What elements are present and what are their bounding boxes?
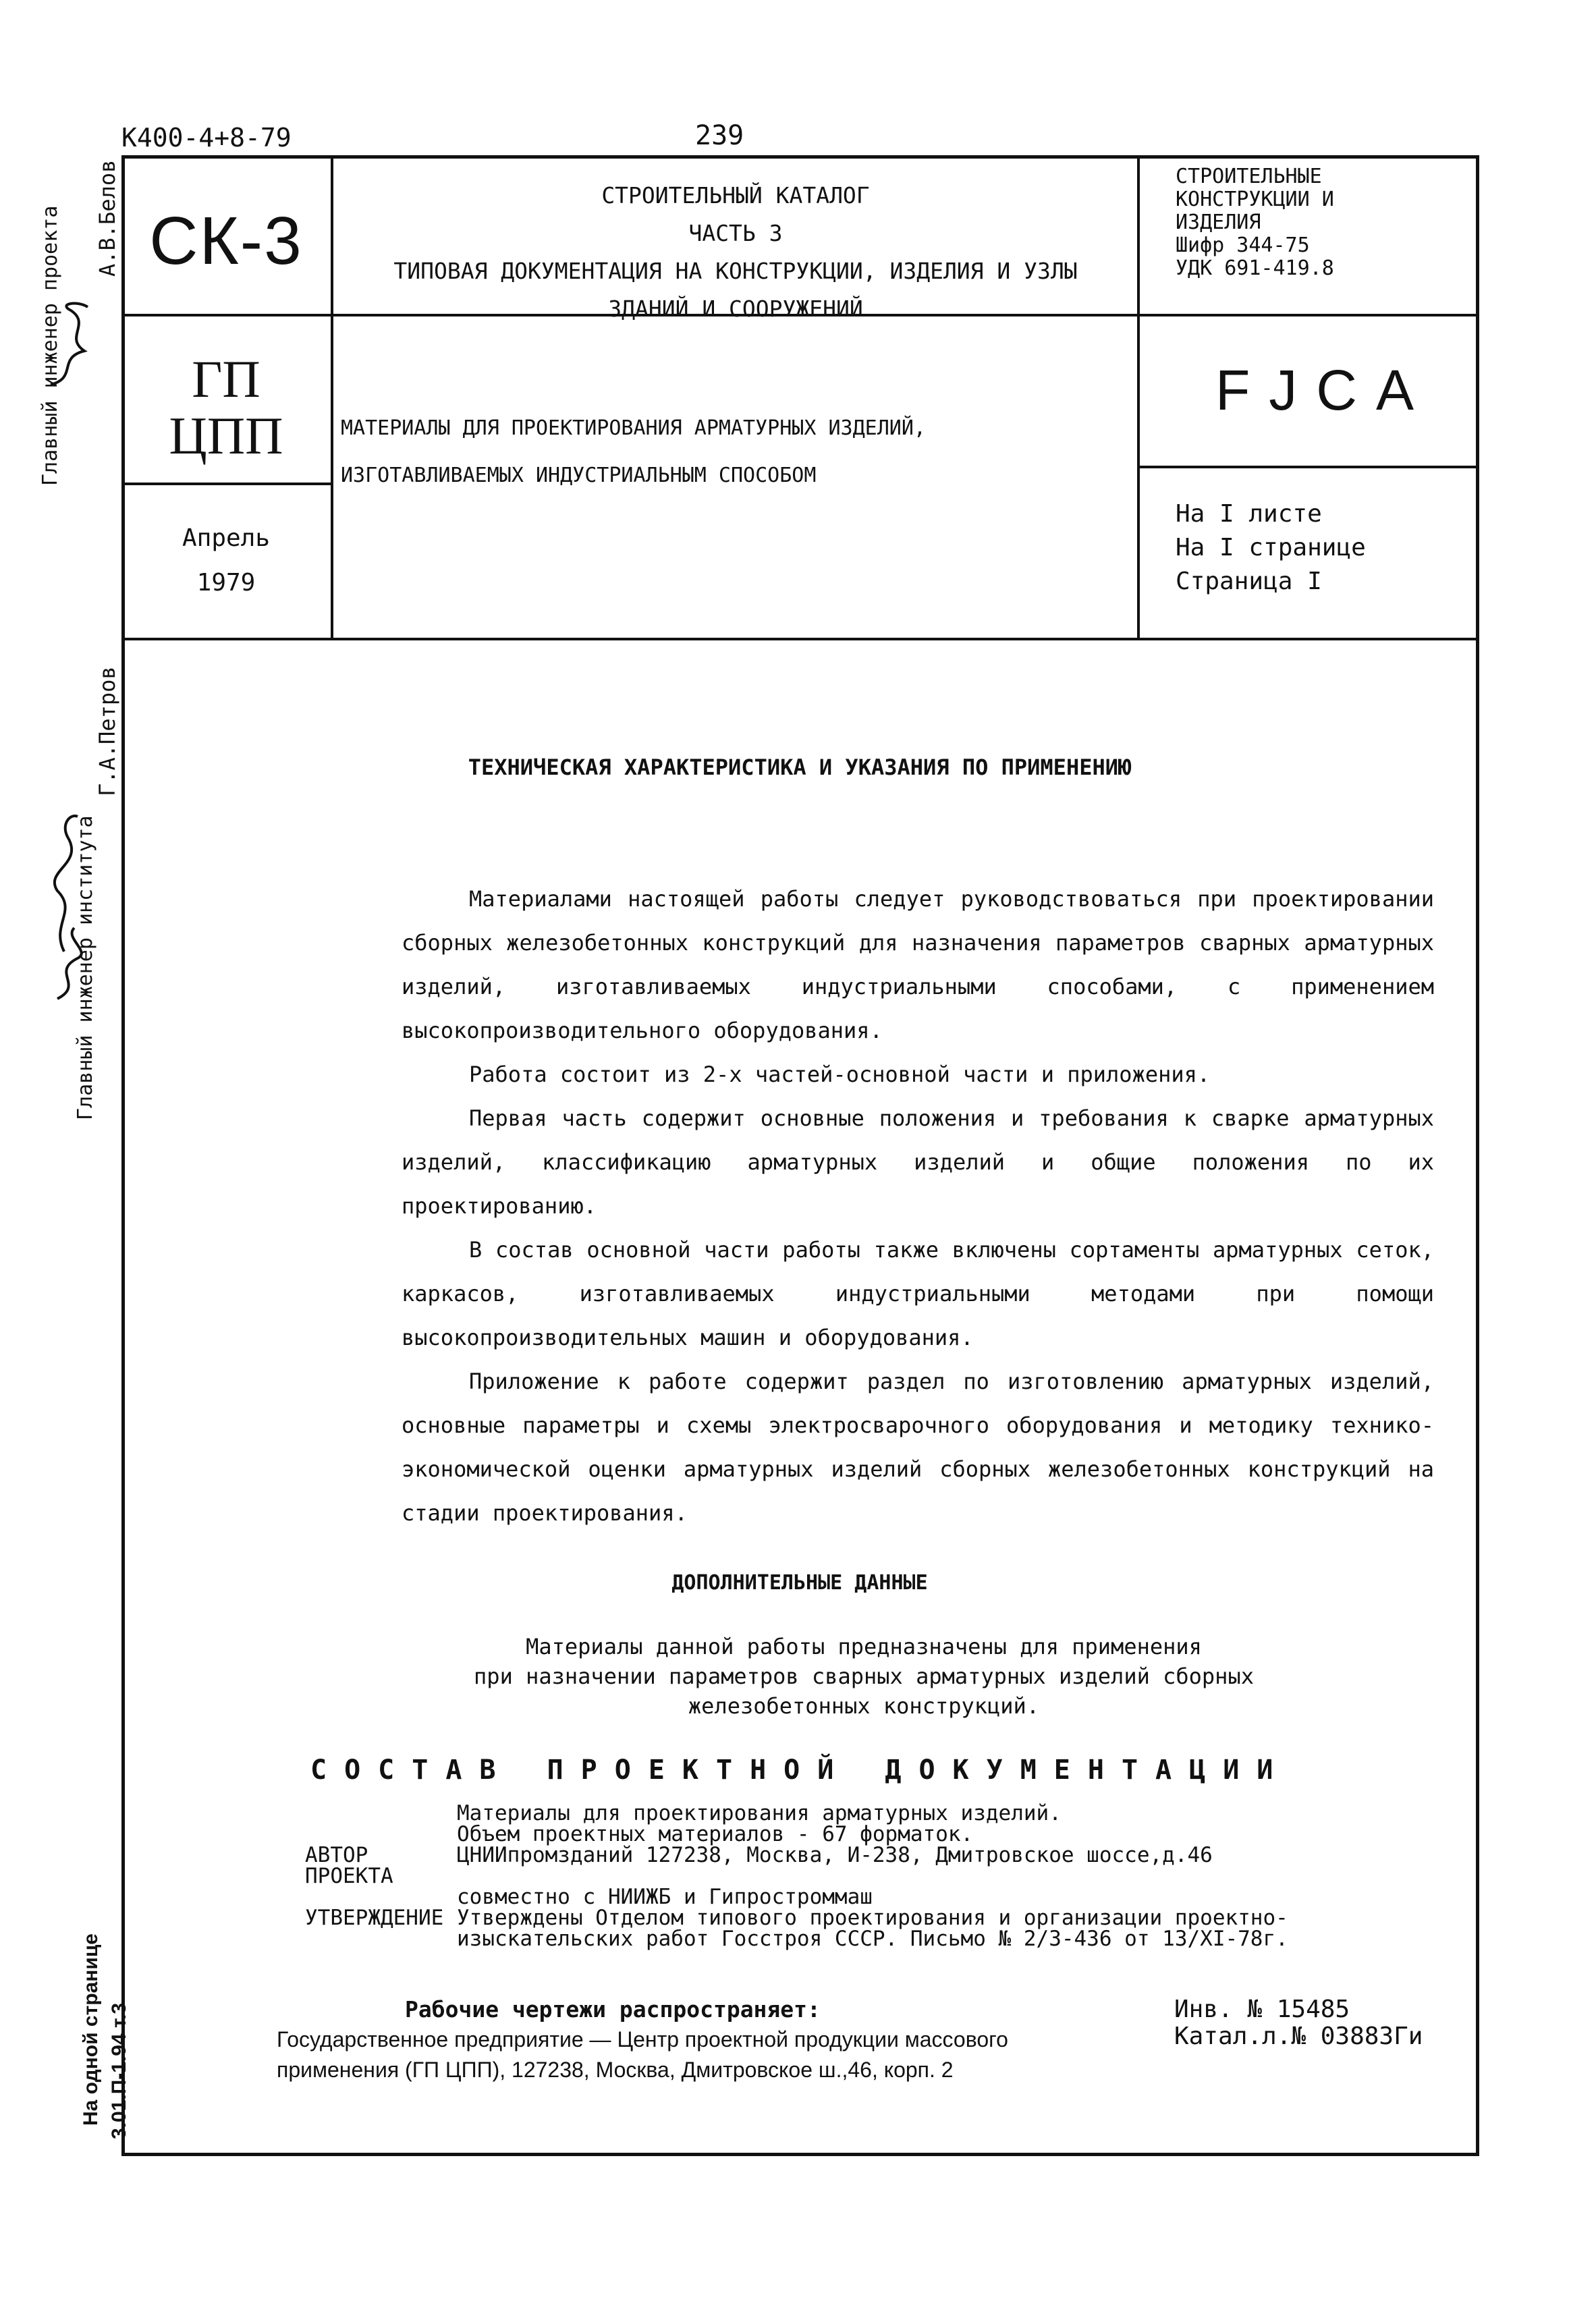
- composition-line: Объем проектных материалов - 67 форматок.: [457, 1822, 974, 1846]
- col2-divider: [1137, 155, 1140, 640]
- code-box: FJCA: [1215, 358, 1433, 422]
- code-row-divider: [1138, 466, 1478, 468]
- composition-title: СОСТАВ ПРОЕКТНОЙ ДОКУМЕНТАЦИИ: [310, 1755, 1291, 1786]
- doc-code: К400-4+8-79: [121, 123, 292, 153]
- material-line: ИЗГОТАВЛИВАЕМЫХ ИНДУСТРИАЛЬНЫМ СПОСОБОМ: [341, 464, 817, 487]
- classification-line: ИЗДЕЛИЯ: [1176, 211, 1261, 234]
- publisher-line: ГП: [192, 350, 260, 408]
- ck3-label: СК-3: [149, 203, 303, 279]
- distributor-label: Рабочие чертежи распространяет:: [405, 1996, 821, 2022]
- distributor-org: [277, 2025, 1127, 2085]
- chief-engineer-project-label: Главный инженер проекта: [38, 205, 62, 486]
- paragraph: Приложение к работе содержит раздел по изготовлению арматурных изделий, основные параметры и схемы электросварочного оборудования и методику технико-экономической оценки арматурных изделий сборных железобетонных конструкций на стадии проектирования.: [402, 1369, 1434, 1526]
- author-line: совместно с НИИЖБ и Гипростроммаш: [457, 1885, 873, 1909]
- catalog-line: ЧАСТЬ 3: [688, 220, 783, 246]
- frame-bottom: [121, 2153, 1479, 2156]
- classification-line: УДК 691-419.8: [1176, 256, 1334, 280]
- petrov-name: Г.А.Петров: [94, 666, 120, 796]
- approval-line: Утверждены Отделом типового проектирования и организации проектно-: [457, 1906, 1288, 1930]
- catalog-line: ТИПОВАЯ ДОКУМЕНТАЦИЯ НА КОНСТРУКЦИИ, ИЗДЕЛИЯ И УЗЛЫ: [393, 258, 1078, 284]
- sheet-line: На I листе: [1176, 500, 1322, 528]
- material-line: МАТЕРИАЛЫ ДЛЯ ПРОЕКТИРОВАНИЯ АРМАТУРНЫХ ИЗДЕЛИЙ,: [341, 416, 926, 440]
- col1-divider: [331, 155, 333, 640]
- composition-block: [305, 1803, 1493, 1950]
- material-title: [341, 405, 1137, 499]
- additional-title: ДОПОЛНИТЕЛЬНЫЕ ДАННЫЕ: [671, 1571, 928, 1595]
- classification-line: КОНСТРУКЦИИ И: [1176, 188, 1334, 211]
- section-title: ТЕХНИЧЕСКАЯ ХАРАКТЕРИСТИКА И УКАЗАНИЯ ПО ПРИМЕНЕНИЮ: [468, 754, 1132, 780]
- belov-name: А.В.Белов: [94, 159, 120, 277]
- author-label: АВТОР ПРОЕКТА: [305, 1843, 393, 1888]
- classification-line: Шифр 344-75: [1176, 233, 1310, 257]
- frame-top: [121, 155, 1479, 159]
- paragraph: Первая часть содержит основные положения и требования к сварке арматурных изделий, классификацию арматурных изделий и общие положения по их проектированию.: [402, 1105, 1434, 1219]
- approval-line: изыскательских работ Госстроя СССР. Письмо № 2/3-436 от 13/XI-78г.: [457, 1927, 1288, 1951]
- issue-date: [125, 516, 327, 605]
- body-text: [402, 877, 1434, 1535]
- sheet-line: На I странице: [1176, 534, 1366, 561]
- publisher-line: ЦПП: [169, 406, 283, 465]
- composition-row: [305, 1824, 1493, 1845]
- approval-row: [305, 1908, 1493, 1929]
- author-row: [305, 1845, 1493, 1887]
- paragraph: Материалами настоящей работы следует руководствоваться при проектировании сборных железобетонных конструкций для назначения параметров сварных арматурных изделий, изготавливаемых индустриальными способами, с применением высокопроизводительного оборудования.: [402, 886, 1434, 1043]
- author-line: ЦНИИпромзданий 127238, Москва, И-238, Дмитровское шоссе,д.46: [457, 1843, 1213, 1867]
- catalog-number: Катал.л.№ 03883Ги: [1174, 2022, 1423, 2050]
- paragraph: В состав основной части работы также включены сортаменты арматурных сеток, каркасов, изготавливаемых индустриальными методами при помощи высокопроизводительных машин и оборудования.: [402, 1237, 1434, 1350]
- sheet-info: [1176, 497, 1473, 599]
- author-row: [305, 1887, 1493, 1908]
- date-year: 1979: [196, 569, 256, 597]
- org-line: применения (ГП ЦПП), 127238, Москва, Дмитровское ш.,46, корп. 2: [277, 2058, 954, 2082]
- page-number: 239: [695, 120, 744, 151]
- composition-row: [305, 1803, 1493, 1824]
- signature-institute: [37, 925, 98, 1006]
- ck-row-divider: [121, 483, 332, 485]
- additional-line: при назначении параметров сварных арматурных изделий сборных: [474, 1663, 1254, 1689]
- date-month: Апрель: [182, 524, 271, 552]
- catalog-title: [337, 177, 1134, 328]
- classification-line: СТРОИТЕЛЬНЫЕ: [1176, 165, 1322, 188]
- additional-line: железобетонных конструкций.: [688, 1693, 1040, 1719]
- classification-block: [1176, 165, 1473, 280]
- one-page-text: На одной странице: [80, 1933, 102, 2126]
- org-line: Государственное предприятие — Центр проектной продукции массового: [277, 2027, 1008, 2052]
- composition-line: Материалы для проектирования арматурных изделий.: [457, 1801, 1062, 1825]
- header-bottom: [121, 638, 1479, 640]
- additional-text: [391, 1632, 1336, 1721]
- inventory-number: Инв. № 15485: [1174, 1996, 1350, 2023]
- inventory-info: [1174, 1996, 1423, 2050]
- catalog-line: ЗДАНИЙ И СООРУЖЕНИЙ: [608, 296, 863, 322]
- one-page-label: [80, 1933, 103, 2126]
- approval-label: УТВЕРЖДЕНИЕ: [305, 1906, 444, 1930]
- catalog-line: СТРОИТЕЛЬНЫЙ КАТАЛОГ: [601, 182, 870, 209]
- chief-engineer-institute-label: Главный инженер института: [74, 815, 97, 1120]
- paragraph: Работа состоит из 2-х частей-основной части и приложения.: [469, 1062, 1211, 1087]
- approval-row: [305, 1929, 1493, 1950]
- sheet-line: Страница I: [1176, 568, 1322, 595]
- publisher-label: [125, 351, 327, 464]
- vertical-code: 3.01.П-1.94 т.3: [108, 2002, 130, 2139]
- signature-belov: [37, 297, 98, 391]
- additional-line: Материалы данной работы предназначены для применения: [526, 1634, 1202, 1659]
